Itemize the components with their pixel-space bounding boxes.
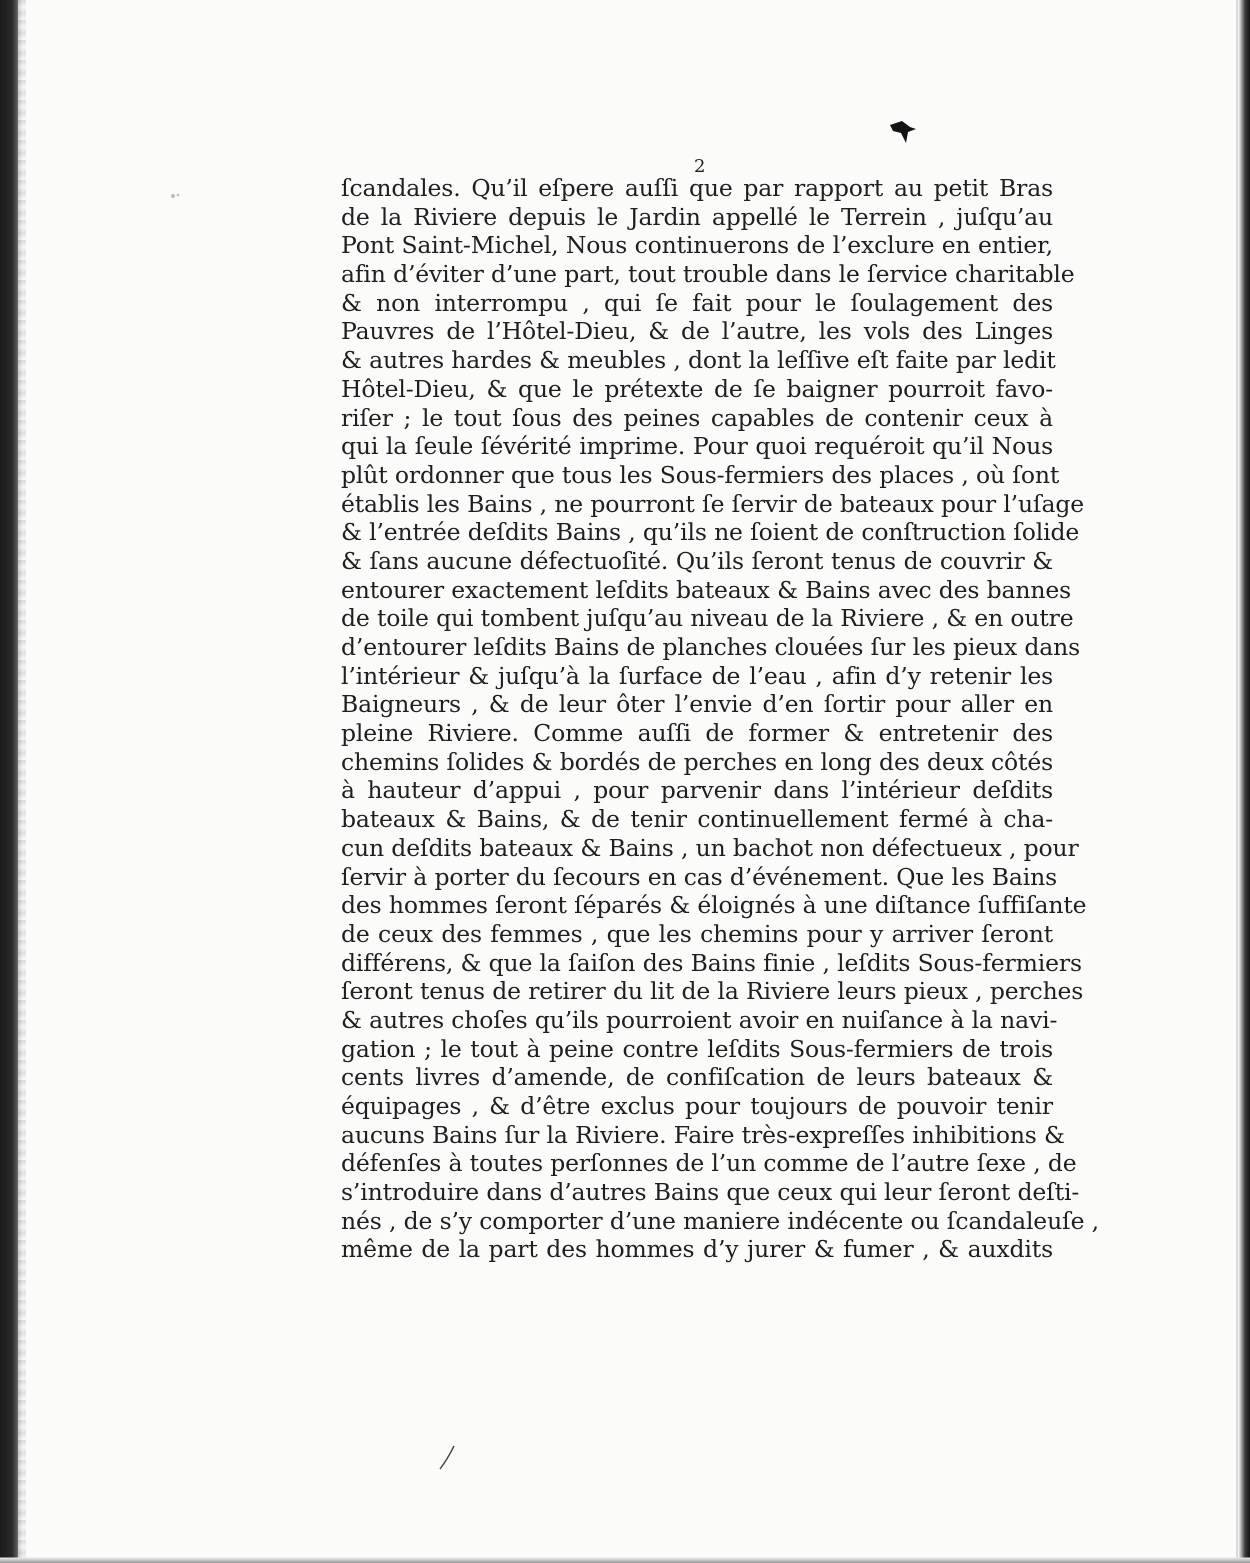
text-line: pleine Riviere. Comme auſſi de former & entretenir des [341, 719, 1053, 748]
text-line: plût ordonner que tous les Sous-fermiers des places , où ſont [341, 460, 1060, 489]
left-torn-edge [18, 0, 26, 1563]
text-line: bateaux & Bains, & de tenir continuellement fermé à cha- [341, 805, 1053, 834]
pen-stroke-mark [437, 1442, 457, 1472]
text-line: ſcandales. Qu’il eſpere auſſi que par rapport au petit Bras [341, 174, 1053, 202]
text-line: riſer ; le tout ſous des peines capables de contenir ceux à [341, 403, 1053, 432]
text-line: Baigneurs , & de leur ôter l’envie d’en ſortir pour aller en [341, 690, 1053, 719]
text-line: entourer exactement leſdits bateaux & Bains avec des bannes [341, 575, 1072, 604]
right-page-edge [1236, 0, 1238, 1563]
text-line: & autres choſes qu’ils pourroient avoir en nuiſance à la navi- [341, 1005, 1058, 1034]
text-line: différens, & que la ſaiſon des Bains finie , leſdits Sous-fermiers [341, 948, 1082, 977]
ink-blot-mark [888, 119, 918, 145]
text-line: afin d’éviter d’une part, tout trouble dans le ſervice charitable [341, 260, 1075, 289]
text-line: de ceux des femmes , que les chemins pour y arriver ſeront [341, 919, 1053, 948]
text-line: s’introduire dans d’autres Bains que ceux qui leur ſeront deſti- [341, 1178, 1080, 1207]
text-line: qui la ſeule ſévérité imprime. Pour quoi requéroit qu’il Nous [341, 432, 1053, 461]
margin-speck-mark [168, 190, 184, 202]
text-line: chemins ſolides & bordés de perches en long des deux côtés [341, 747, 1053, 776]
text-line: gation ; le tout à peine contre leſdits Sous-fermiers de trois [341, 1034, 1053, 1063]
text-line: & non interrompu , qui ſe fait pour le ſoulagement des [341, 288, 1053, 317]
text-line: & l’entrée deſdits Bains , qu’ils ne ſoient de conſtruction ſolide [341, 518, 1080, 547]
text-line: des hommes ſeront ſéparés & éloignés à une diſtance ſuffiſante [341, 891, 1087, 920]
body-text [341, 174, 1099, 1264]
right-scan-border [1238, 0, 1250, 1563]
text-line: de la Riviere depuis le Jardin appellé le Terrein , juſqu’au [341, 202, 1053, 231]
text-line: à hauteur d’appui , pour parvenir dans l’intérieur deſdits [341, 776, 1053, 805]
text-line: & autres hardes & meubles , dont la leſſive eſt faite par ledit [341, 346, 1056, 375]
text-line: d’entourer leſdits Bains de planches clouées ſur les pieux dans [341, 633, 1081, 661]
text-line: de toile qui tombent juſqu’au niveau de la Riviere , & en outre [341, 604, 1074, 633]
text-line: même de la part des hommes d’y jurer & fumer , & auxdits [341, 1235, 1053, 1264]
text-line: cents livres d’amende, de confiſcation de leurs bateaux & [341, 1063, 1053, 1092]
text-line: Pont Saint-Michel, Nous continuerons de l’exclure en entier, [341, 231, 1053, 260]
text-line: ſervir à porter du ſecours en cas d’événement. Que les Bains [341, 862, 1058, 891]
text-line: & ſans aucune défectuoſité. Qu’ils ſeront tenus de couvrir & [341, 546, 1053, 575]
text-line: Pauvres de l’Hôtel-Dieu, & de l’autre, les vols des Linges [341, 317, 1053, 346]
page-number: 2 [694, 156, 706, 177]
text-line: aucuns Bains ſur la Riviere. Faire très-expreſſes inhibitions & [341, 1120, 1065, 1149]
text-line: l’intérieur & juſqu’à la ſurface de l’eau , afin d’y retenir les [341, 661, 1053, 690]
text-line: nés , de s’y comporter d’une maniere indécente ou ſcandaleuſe , [341, 1206, 1099, 1235]
text-line: équipages , & d’être exclus pour toujours de pouvoir tenir [341, 1092, 1053, 1120]
text-line: Hôtel-Dieu, & que le prétexte de ſe baigner pourroit favo- [341, 374, 1053, 403]
bottom-scan-border [0, 1557, 1250, 1563]
text-line: établis les Bains , ne pourront ſe ſervir de bateaux pour l’uſage [341, 489, 1084, 518]
text-line: ſeront tenus de retirer du lit de la Riviere leurs pieux , perches [341, 977, 1084, 1006]
text-line: cun deſdits bateaux & Bains , un bachot non défectueux , pour [341, 833, 1079, 862]
text-line: défenſes à toutes perſonnes de l’un comme de l’autre ſexe , de [341, 1149, 1077, 1178]
